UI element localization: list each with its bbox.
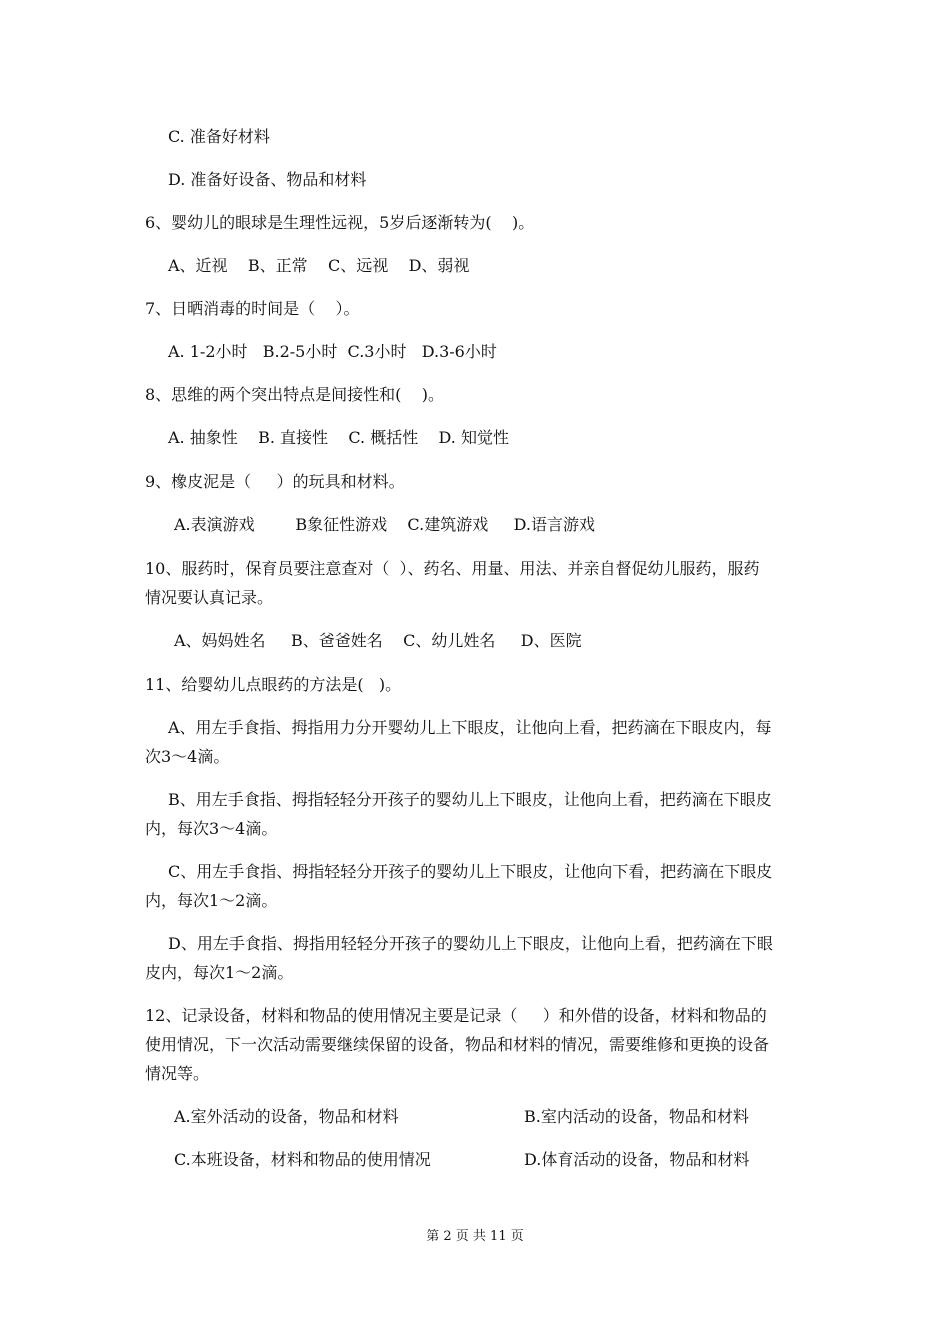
q5-option-c: C. 准备好材料 <box>168 127 270 146</box>
question-12-line-3: 情况等。 <box>145 1064 210 1083</box>
question-11-option-a-line-1: A、用左手食指、拇指用力分开婴幼儿上下眼皮，让他向上看，把药滴在下眼皮内，每 <box>168 718 772 737</box>
question-11: 11、给婴幼儿点眼药的方法是( )。 <box>145 675 402 694</box>
question-10-options: A、妈妈姓名 B、爸爸姓名 C、幼儿姓名 D、医院 <box>174 631 582 650</box>
question-12-option-d: D.体育活动的设备，物品和材料 <box>524 1150 750 1169</box>
question-12-line-2: 使用情况，下一次活动需要继续保留的设备，物品和材料的情况，需要维修和更换的设备 <box>145 1035 770 1054</box>
question-7: 7、日晒消毒的时间是（ ）。 <box>145 299 360 318</box>
question-11-option-c-line-1: C、用左手食指、拇指轻轻分开孩子的婴幼儿上下眼皮，让他向下看，把药滴在下眼皮 <box>168 862 773 881</box>
question-12-option-a: A.室外活动的设备，物品和材料 <box>174 1107 399 1126</box>
question-10-line-1: 10、服药时，保育员要注意查对（ ）、药名、用量、用法、并亲自督促幼儿服药，服药 <box>145 559 760 578</box>
question-6: 6、婴幼儿的眼球是生理性远视，5岁后逐渐转为( )。 <box>145 213 535 232</box>
question-9-options: A.表演游戏 B象征性游戏 C.建筑游戏 D.语言游戏 <box>174 515 595 534</box>
question-8-options: A. 抽象性 B. 直接性 C. 概括性 D. 知觉性 <box>168 428 509 447</box>
question-11-option-b-line-1: B、用左手食指、拇指轻轻分开孩子的婴幼儿上下眼皮，让他向上看，把药滴在下眼皮 <box>168 790 772 809</box>
question-12-option-b: B.室内活动的设备，物品和材料 <box>524 1107 749 1126</box>
q5-option-d: D. 准备好设备、物品和材料 <box>168 170 367 189</box>
question-11-option-c-line-2: 内，每次1～2滴。 <box>145 891 278 910</box>
question-11-option-d-line-1: D、用左手食指、拇指用轻轻分开孩子的婴幼儿上下眼皮，让他向上看，把药滴在下眼 <box>168 934 773 953</box>
question-8: 8、思维的两个突出特点是间接性和( )。 <box>145 385 445 404</box>
page-footer: 第 2 页 共 11 页 <box>426 1229 524 1244</box>
question-12-option-c: C.本班设备，材料和物品的使用情况 <box>174 1150 431 1169</box>
question-11-option-d-line-2: 皮内，每次1～2滴。 <box>145 963 294 982</box>
question-12-line-1: 12、记录设备，材料和物品的使用情况主要是记录（ ）和外借的设备，材料和物品的 <box>145 1006 767 1025</box>
question-11-option-a-line-2: 次3～4滴。 <box>145 747 230 766</box>
question-6-options: A、近视 B、正常 C、远视 D、弱视 <box>168 256 470 275</box>
question-7-options: A. 1-2小时 B.2-5小时 C.3小时 D.3-6小时 <box>168 342 497 361</box>
question-10-line-2: 情况要认真记录。 <box>145 588 274 607</box>
question-9: 9、橡皮泥是（ ）的玩具和材料。 <box>145 472 405 491</box>
question-11-option-b-line-2: 内，每次3～4滴。 <box>145 819 278 838</box>
